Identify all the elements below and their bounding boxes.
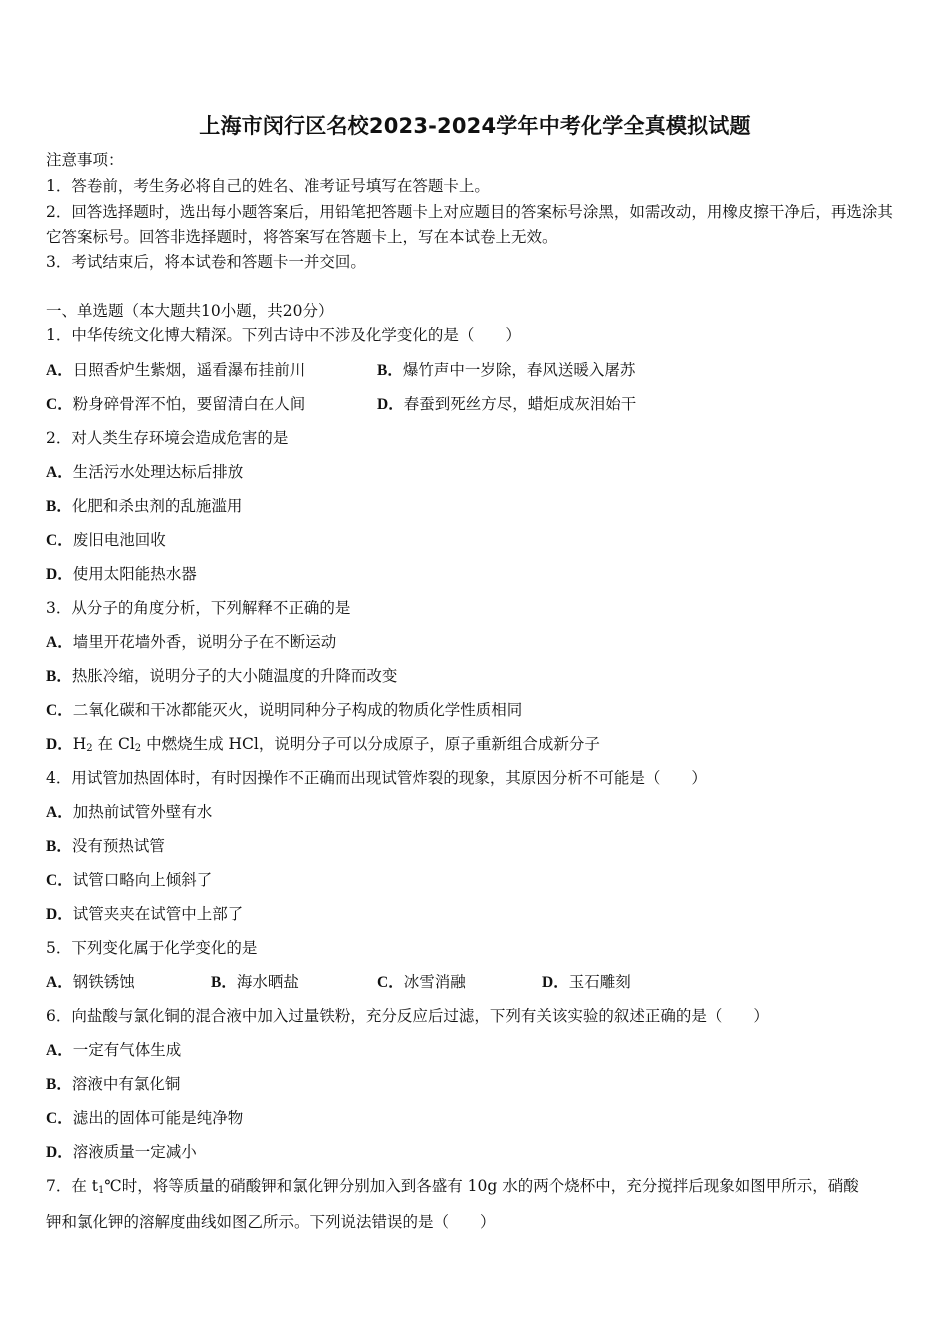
q5-option-b[interactable] (211, 971, 299, 994)
option-text: 热胀冷缩，说明分子的大小随温度的升降而改变 (71, 667, 398, 685)
q5-option-d[interactable] (542, 971, 631, 994)
subscript: 2 (86, 743, 93, 754)
q5-option-c[interactable] (377, 971, 466, 994)
option-text: 日照香炉生紫烟，遥看瀑布挂前川 (72, 361, 306, 379)
q2-option-c[interactable] (46, 529, 166, 552)
q1-option-d[interactable] (377, 393, 636, 416)
option-letter: B． (46, 838, 72, 855)
option-text: 粉身碎骨浑不怕，要留清白在人间 (72, 395, 306, 413)
q3-option-a[interactable] (46, 631, 336, 654)
q4-option-b[interactable] (46, 835, 165, 858)
option-letter: B． (377, 362, 403, 379)
option-letter: A． (46, 974, 73, 991)
notice-item-3: 3．考试结束后，将本试卷和答题卡一并交回。 (46, 253, 366, 271)
option-letter: D． (46, 906, 73, 923)
option-text: 春蚕到死丝方尽，蜡炬成灰泪始干 (403, 395, 637, 413)
notice-item-2: 2．回答选择题时，选出每小题答案后，用铅笔把答题卡上对应题目的答案标号涂黑，如需改动，用橡皮擦干净后，再选涂其它答案标号。回答非选择题时，将答案写在答题卡上，写在本试卷上无效。 (46, 203, 893, 246)
q7-stem-line-2: 钾和氯化钾的溶解度曲线如图乙所示。下列说法错误的是（ ） (46, 1213, 496, 1231)
q4-option-c[interactable] (46, 869, 212, 892)
option-letter: C． (46, 532, 73, 549)
option-letter: C． (46, 396, 73, 413)
q4-option-a[interactable] (46, 801, 212, 824)
q2-option-b[interactable] (46, 495, 242, 518)
option-text: 试管夹夹在试管中上部了 (72, 905, 244, 923)
option-text: 钢铁锈蚀 (72, 973, 135, 991)
q3-option-b[interactable] (46, 665, 397, 688)
formula-mid: 在 Cl (92, 735, 135, 753)
option-text: 中燃烧生成 HCl，说明分子可以分成原子，原子重新组合成新分子 (141, 735, 600, 753)
option-letter: C． (46, 702, 73, 719)
option-letter: B． (46, 1076, 72, 1093)
q7-stem-line-1 (46, 1175, 859, 1197)
q4-option-d[interactable] (46, 903, 243, 926)
q2-option-a[interactable] (46, 461, 243, 484)
subscript: 1 (98, 1185, 105, 1196)
option-text: 一定有气体生成 (72, 1041, 182, 1059)
option-text: 爆竹声中一岁除，春风送暖入屠苏 (402, 361, 636, 379)
option-letter: D． (542, 974, 569, 991)
q1-option-c[interactable] (46, 393, 305, 416)
option-text: 生活污水处理达标后排放 (72, 463, 244, 481)
option-letter: A． (46, 464, 73, 481)
option-text: 玉石雕刻 (568, 973, 631, 991)
notice-heading: 注意事项： (46, 151, 124, 169)
option-text: 二氧化碳和干冰都能灭火，说明同种分子构成的物质化学性质相同 (72, 701, 523, 719)
option-text: 滤出的固体可能是纯净物 (72, 1109, 244, 1127)
q5-stem: 5．下列变化属于化学变化的是 (46, 939, 258, 957)
option-text: 海水晒盐 (236, 973, 299, 991)
option-letter: B． (211, 974, 237, 991)
q6-option-a[interactable] (46, 1039, 181, 1062)
q1-stem: 1．中华传统文化博大精深。下列古诗中不涉及化学变化的是（ ） (46, 326, 521, 344)
option-text: 化肥和杀虫剂的乱施滥用 (71, 497, 243, 515)
q2-stem: 2．对人类生存环境会造成危害的是 (46, 429, 289, 447)
option-text: 墙里开花墙外香，说明分子在不断运动 (72, 633, 337, 651)
option-letter: D． (46, 1144, 73, 1161)
q6-stem: 6．向盐酸与氯化铜的混合液中加入过量铁粉，充分反应后过滤，下列有关该实验的叙述正确的是（ ） (46, 1007, 769, 1025)
q3-option-c[interactable] (46, 699, 522, 722)
q6-option-c[interactable] (46, 1107, 243, 1130)
q1-option-a[interactable] (46, 359, 305, 382)
option-letter: B． (46, 498, 72, 515)
subscript: 2 (134, 743, 142, 754)
option-text: 溶液质量一定减小 (72, 1143, 197, 1161)
option-text: 废旧电池回收 (72, 531, 166, 549)
option-text: 溶液中有氯化铜 (71, 1075, 181, 1093)
page-title: 上海市闵行区名校2023-2024学年中考化学全真模拟试题 (199, 114, 751, 138)
q2-option-d[interactable] (46, 563, 197, 586)
q7-line1-text: ℃时，将等质量的硝酸钾和氯化钾分别加入到各盛有 10g 水的两个烧杯中，充分搅拌后现象如图甲所示，硝酸 (104, 1177, 859, 1195)
q6-option-d[interactable] (46, 1141, 197, 1164)
option-letter: D． (377, 396, 404, 413)
option-letter: D． (46, 736, 73, 753)
option-text: 使用太阳能热水器 (72, 565, 197, 583)
option-text: 没有预热试管 (71, 837, 165, 855)
option-text: 加热前试管外壁有水 (72, 803, 213, 821)
option-letter: A． (46, 362, 73, 379)
option-letter: A． (46, 804, 73, 821)
option-letter: A． (46, 1042, 73, 1059)
q7-prefix: 7．在 t (46, 1177, 99, 1195)
q4-stem: 4．用试管加热固体时，有时因操作不正确而出现试管炸裂的现象，其原因分析不可能是（ ） (46, 769, 707, 787)
option-text: 冰雪消融 (403, 973, 466, 991)
q6-option-b[interactable] (46, 1073, 180, 1096)
q5-option-a[interactable] (46, 971, 135, 994)
q1-option-b[interactable] (377, 359, 635, 382)
option-letter: B． (46, 668, 72, 685)
q3-stem: 3．从分子的角度分析，下列解释不正确的是 (46, 599, 351, 617)
option-letter: C． (46, 872, 73, 889)
option-letter: C． (46, 1110, 73, 1127)
option-letter: D． (46, 566, 73, 583)
option-letter: C． (377, 974, 404, 991)
formula-h: H (72, 735, 87, 753)
notice-item-1: 1．答卷前，考生务必将自己的姓名、准考证号填写在答题卡上。 (46, 177, 490, 195)
option-letter: A． (46, 634, 73, 651)
option-text: 试管口略向上倾斜了 (72, 871, 213, 889)
section-heading: 一、单选题（本大题共10小题，共20分） (46, 302, 334, 320)
q3-option-d[interactable] (46, 733, 600, 756)
